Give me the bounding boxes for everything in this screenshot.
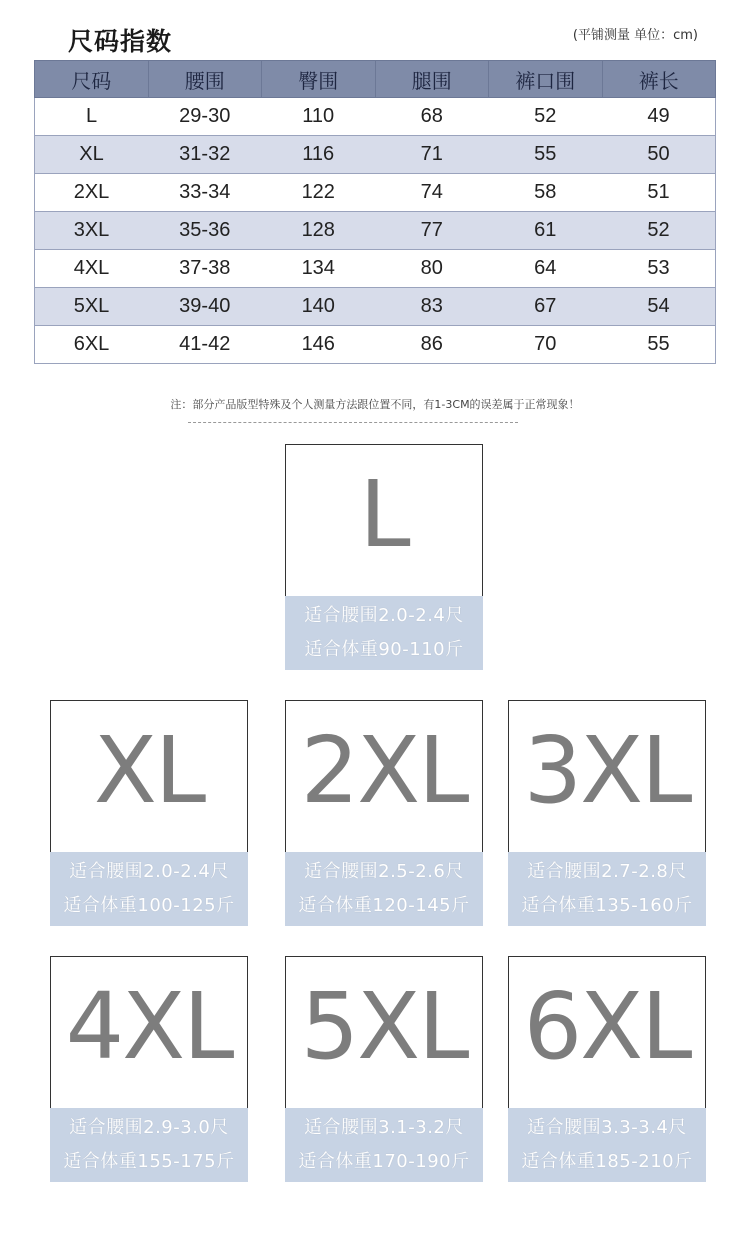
unit-note: (平铺测量 单位：cm) [572,28,698,43]
table-cell: 86 [375,326,489,364]
dashed-divider [188,422,518,423]
size-card-label: XL [93,717,205,824]
table-cell: 55 [489,136,603,174]
table-cell: 68 [375,98,489,136]
size-card-label: L [359,461,409,568]
fit-weight-text: 适合体重185-210斤 [521,1151,693,1172]
fit-waist-text: 适合腰围3.1-3.2尺 [304,1117,464,1138]
fit-weight-text: 适合体重135-160斤 [521,895,693,916]
fit-weight-text: 适合体重120-145斤 [298,895,470,916]
table-cell: 58 [489,174,603,212]
table-row [35,212,716,250]
table-cell: 74 [375,174,489,212]
table-cell: 5XL [35,288,149,326]
size-card-info [508,852,706,926]
size-card-info [50,1108,248,1182]
column-header: 尺码 [35,61,149,98]
table-cell: 52 [602,212,716,250]
size-card-label: 3XL [523,717,691,824]
table-row [35,174,716,212]
fit-waist-text: 适合腰围2.5-2.6尺 [304,861,464,882]
table-cell: 53 [602,250,716,288]
table-row [35,98,716,136]
fit-weight-text: 适合体重90-110斤 [304,639,464,660]
table-cell: 110 [262,98,376,136]
column-header: 裤口围 [489,61,603,98]
size-card-label: 4XL [65,973,233,1080]
table-cell: 77 [375,212,489,250]
table-cell: 61 [489,212,603,250]
fit-weight-text: 适合体重100-125斤 [63,895,235,916]
page-title: 尺码指数 [68,27,173,56]
table-cell: 140 [262,288,376,326]
table-cell: 4XL [35,250,149,288]
table-cell: 116 [262,136,376,174]
column-header: 臀围 [262,61,376,98]
size-card-3xl [508,700,706,926]
table-cell: 54 [602,288,716,326]
size-card-box [285,956,483,1110]
table-cell: 35-36 [148,212,262,250]
table-cell: 37-38 [148,250,262,288]
size-card-xl [50,700,248,926]
table-cell: 128 [262,212,376,250]
table-cell: 29-30 [148,98,262,136]
size-card-box [50,956,248,1110]
table-row [35,250,716,288]
column-header: 腰围 [148,61,262,98]
size-card-box [285,444,483,598]
size-card-info [285,596,483,670]
table-cell: 146 [262,326,376,364]
fit-waist-text: 适合腰围2.7-2.8尺 [527,861,687,882]
size-card-4xl [50,956,248,1182]
size-card-box [508,700,706,854]
table-row [35,326,716,364]
measurement-note: 注：部分产品版型特殊及个人测量方法跟位置不同，有1-3CM的误差属于正常现象！ [170,398,580,411]
table-cell: 134 [262,250,376,288]
size-card-box [50,700,248,854]
size-card-info [285,852,483,926]
size-card-6xl [508,956,706,1182]
table-cell: 122 [262,174,376,212]
table-cell: L [35,98,149,136]
table-cell: 64 [489,250,603,288]
size-table [34,60,716,364]
table-cell: 41-42 [148,326,262,364]
table-cell: 33-34 [148,174,262,212]
table-header-row [35,61,716,98]
column-header: 裤长 [602,61,716,98]
table-row [35,136,716,174]
table-cell: 6XL [35,326,149,364]
table-cell: 39-40 [148,288,262,326]
size-card-info [508,1108,706,1182]
size-card-5xl [285,956,483,1182]
table-row [35,288,716,326]
table-cell: 80 [375,250,489,288]
table-cell: 70 [489,326,603,364]
size-card-l [285,444,483,670]
size-card-2xl [285,700,483,926]
size-card-box [508,956,706,1110]
table-cell: 71 [375,136,489,174]
fit-waist-text: 适合腰围2.0-2.4尺 [304,605,464,626]
fit-waist-text: 适合腰围3.3-3.4尺 [527,1117,687,1138]
table-cell: 3XL [35,212,149,250]
size-card-label: 6XL [523,973,691,1080]
table-cell: XL [35,136,149,174]
table-cell: 31-32 [148,136,262,174]
table-cell: 51 [602,174,716,212]
table-cell: 52 [489,98,603,136]
column-header: 腿围 [375,61,489,98]
table-cell: 55 [602,326,716,364]
fit-weight-text: 适合体重170-190斤 [298,1151,470,1172]
size-card-info [285,1108,483,1182]
table-cell: 67 [489,288,603,326]
table-cell: 50 [602,136,716,174]
table-cell: 49 [602,98,716,136]
table-cell: 83 [375,288,489,326]
size-card-box [285,700,483,854]
size-card-label: 2XL [300,717,468,824]
size-card-label: 5XL [300,973,468,1080]
size-card-info [50,852,248,926]
fit-waist-text: 适合腰围2.9-3.0尺 [69,1117,229,1138]
fit-weight-text: 适合体重155-175斤 [63,1151,235,1172]
table-cell: 2XL [35,174,149,212]
fit-waist-text: 适合腰围2.0-2.4尺 [69,861,229,882]
